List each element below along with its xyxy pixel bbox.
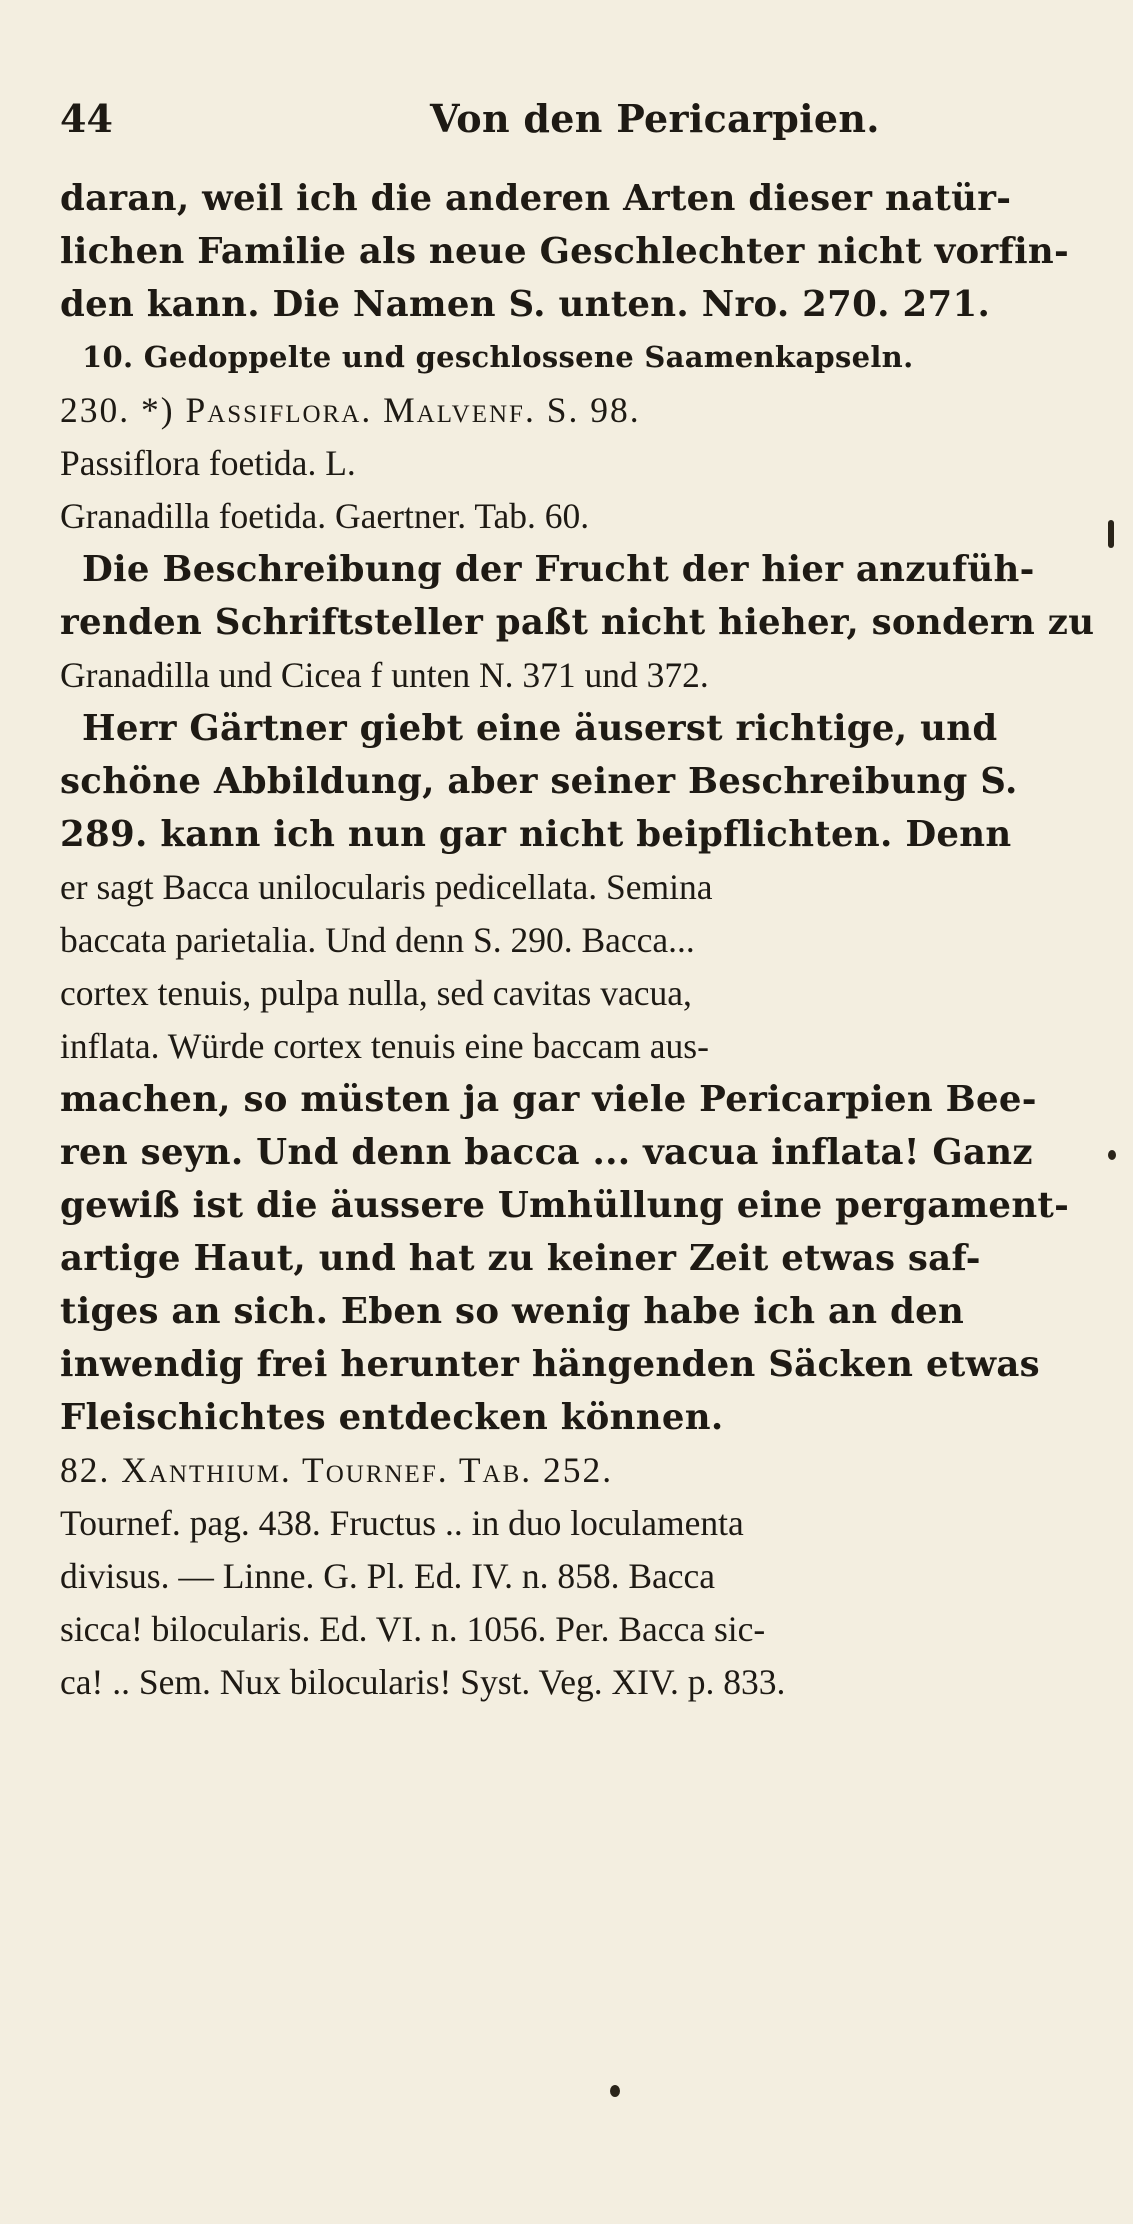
text-line: sicca! bilocularis. Ed. VI. n. 1056. Per. Bacca sic- [60,1609,766,1649]
text-line: den kann. Die Namen S. unten. Nro. 270. 271. [60,284,991,325]
text-line: lichen Familie als neue Geschlechter nicht vorfin- [60,231,1070,272]
text-line: cortex tenuis, pulpa nulla, sed cavitas vacua, [60,973,692,1013]
text-line: Herr Gärtner giebt eine äuserst richtige, und [82,708,998,749]
text-line: renden Schriftsteller paßt nicht hieher, sondern zu [60,602,1095,643]
text-line: baccata parietalia. Und denn S. 290. Bacca... [60,920,695,960]
text-line: gewiß ist die äussere Umhüllung eine pergament- [60,1185,1070,1226]
paper-speck [610,2085,620,2097]
text-line: artige Haut, und hat zu keiner Zeit etwas saf- [60,1238,981,1279]
text-line: inwendig frei herunter hängenden Säcken etwas [60,1344,1040,1385]
text-line: divisus. — Linne. G. Pl. Ed. IV. n. 858. Bacca [60,1556,716,1596]
text-line: ca! .. Sem. Nux bilocularis! Syst. Veg. XIV. p. 833. [60,1662,786,1702]
text-line: Granadilla und Cicea f unten N. 371 und 372. [60,655,709,695]
text-line: daran, weil ich die anderen Arten dieser natür- [60,178,1012,219]
paper-speck [1108,1150,1116,1160]
text-line: Die Beschreibung der Frucht der hier anzufüh- [82,549,1035,590]
paper-speck [1108,520,1114,548]
text-line: tiges an sich. Eben so wenig habe ich an den [60,1291,965,1332]
text-line: schöne Abbildung, aber seiner Beschreibung S. [60,761,1018,802]
text-line: Passiflora foetida. L. [60,443,356,483]
text-line: 289. kann ich nun gar nicht beipflichten. Denn [60,814,1012,855]
body-text [60,172,1110,1709]
running-head: Von den Pericarpien. [430,96,880,141]
text-line: inflata. Würde cortex tenuis eine baccam aus- [60,1026,709,1066]
text-line: Tournef. pag. 438. Fructus .. in duo loculamenta [60,1503,744,1543]
text-line: ren seyn. Und denn bacca ... vacua inflata! Ganz [60,1132,1033,1173]
page-number: 44 [60,96,113,141]
entry-heading: 230. *) Passiflora. Malvenf. S. 98. [60,390,641,430]
text-line: er sagt Bacca unilocularis pedicellata. Semina [60,867,713,907]
text-line: machen, so müsten ja gar viele Pericarpien Bee- [60,1079,1037,1120]
section-heading: 10. Gedoppelte und geschlossene Saamenkapseln. [82,340,914,374]
entry-heading: 82. Xanthium. Tournef. Tab. 252. [60,1450,614,1490]
text-line: Fleischichtes entdecken können. [60,1397,724,1438]
page-header [60,96,1080,146]
text-line: Granadilla foetida. Gaertner. Tab. 60. [60,496,590,536]
